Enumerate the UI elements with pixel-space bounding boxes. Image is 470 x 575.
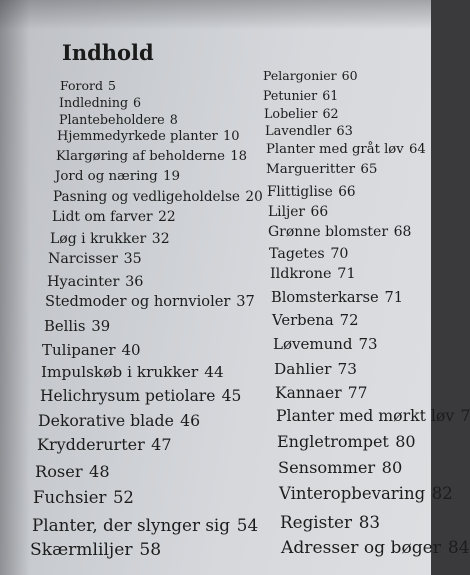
toc-entry-page-number: 54	[236, 515, 259, 535]
toc-entry-page-number: 44	[204, 363, 224, 381]
toc-entry-page-number: 19	[163, 169, 181, 184]
toc-entry-title: Planter, der slynger sig	[32, 515, 231, 535]
toc-entry-title: Løvemund	[273, 335, 353, 353]
toc-entry-title: Plantebeholdere	[59, 112, 165, 127]
toc-entry-title: Grønne blomster	[268, 224, 389, 240]
toc-entry-left	[38, 411, 200, 430]
toc-entry-page-number: 58	[139, 540, 162, 560]
toc-entry-left	[50, 231, 170, 247]
toc-entry-right	[263, 68, 358, 83]
toc-entry-title: Jord og næring	[55, 169, 158, 184]
toc-entry-title: Verbena	[272, 312, 334, 329]
toc-entry-page-number: 84	[447, 538, 470, 558]
toc-entry-title: Bellis	[44, 318, 86, 335]
toc-entry-right	[280, 512, 380, 532]
toc-entry-right	[276, 406, 470, 425]
toc-entry-left	[55, 169, 180, 184]
toc-entry-title: Flittiglise	[267, 184, 333, 200]
toc-entry-title: Løg i krukker	[50, 231, 147, 247]
toc-entry-title: Hyacinter	[47, 274, 120, 290]
toc-entry-right	[275, 384, 368, 402]
toc-entry-page-number: 22	[158, 209, 176, 225]
toc-entry-title: Helichrysum petiolare	[40, 387, 216, 405]
toc-entry-title: Blomsterkarse	[271, 289, 379, 306]
toc-entry-title: Register	[280, 512, 352, 532]
toc-entry-right	[266, 142, 426, 157]
toc-entry-page-number: 82	[431, 484, 453, 503]
page-shadow-left	[0, 0, 30, 575]
toc-entry-title: Tagetes	[269, 246, 325, 262]
toc-entry-right	[264, 106, 339, 121]
toc-entry-title: Hjemmedyrkede planter	[57, 129, 218, 144]
toc-entry-left	[59, 95, 141, 110]
toc-entry-left	[42, 341, 141, 359]
toc-entry-left	[48, 251, 142, 267]
toc-entry-left	[47, 274, 143, 290]
toc-entry-page-number: 71	[384, 289, 404, 306]
toc-entry-title: Forord	[60, 78, 103, 93]
toc-entry-right	[271, 289, 403, 306]
toc-entry-page-number: 65	[360, 162, 378, 177]
toc-entry-page-number: 46	[180, 411, 201, 430]
toc-entry-right	[268, 224, 411, 240]
toc-entry-title: Liljer	[268, 204, 306, 220]
toc-entry-page-number: 61	[322, 88, 339, 103]
toc-entry-right	[270, 266, 356, 282]
toc-entry-left	[59, 112, 178, 127]
toc-entry-page-number: 48	[89, 462, 110, 481]
toc-entry-title: Dahlier	[274, 360, 332, 378]
toc-entry-page-number: 68	[393, 224, 412, 240]
toc-entry-right	[274, 360, 357, 378]
toc-entry-right	[277, 432, 416, 451]
page-shadow-top	[0, 0, 431, 30]
toc-entry-right	[272, 312, 359, 329]
toc-entry-page-number: 20	[245, 189, 263, 205]
toc-entry-page-number: 83	[358, 512, 381, 532]
toc-entry-title: Pelargonier	[263, 68, 337, 83]
toc-entry-left	[40, 387, 241, 405]
toc-entry-page-number: 7	[460, 406, 470, 425]
toc-entry-title: Lavendler	[265, 124, 332, 139]
toc-entry-page-number: 72	[339, 312, 359, 329]
toc-entry-title: Petunier	[263, 88, 318, 103]
page-title: Indhold	[62, 40, 154, 65]
toc-entry-title: Engletrompet	[277, 432, 389, 451]
toc-entry-title: Skærmliljer	[30, 540, 133, 560]
toc-entry-page-number: 77	[347, 384, 368, 402]
toc-entry-page-number: 66	[338, 184, 356, 200]
toc-entry-page-number: 52	[112, 488, 134, 507]
toc-entry-page-number: 64	[408, 142, 426, 157]
toc-entry-page-number: 80	[395, 432, 416, 451]
toc-entry-page-number: 63	[336, 124, 353, 139]
toc-entry-page-number: 10	[222, 129, 240, 144]
toc-entry-page-number: 60	[341, 68, 358, 83]
toc-entry-page-number: 39	[91, 318, 111, 335]
toc-entry-title: Vinteropbevaring	[279, 484, 426, 503]
toc-entry-page-number: 71	[337, 266, 356, 282]
toc-entry-page-number: 73	[358, 335, 378, 353]
toc-entry-title: Impulskøb i krukker	[41, 363, 199, 381]
toc-entry-left	[32, 515, 258, 535]
toc-entry-left	[30, 540, 161, 560]
toc-entry-title: Tulipaner	[42, 341, 116, 359]
toc-entry-page-number: 37	[236, 293, 255, 310]
toc-entry-title: Roser	[35, 462, 83, 481]
toc-entry-title: Margueritter	[266, 162, 355, 177]
toc-entry-page-number: 5	[108, 78, 116, 93]
toc-entry-page-number: 62	[322, 106, 339, 121]
toc-entry-left	[52, 209, 176, 225]
toc-entry-page-number: 70	[330, 246, 349, 262]
toc-entry-title: Krydderurter	[37, 435, 145, 454]
toc-entry-page-number: 73	[337, 360, 357, 378]
toc-entry-page-number: 80	[381, 458, 403, 477]
toc-entry-title: Indledning	[59, 95, 129, 110]
toc-entry-right	[269, 246, 348, 262]
toc-entry-title: Sensommer	[278, 458, 376, 477]
toc-entry-page-number: 66	[310, 204, 329, 220]
toc-entry-title: Adresser og bøger	[281, 538, 441, 558]
toc-entry-right	[267, 184, 356, 200]
toc-entry-page-number: 6	[133, 95, 142, 110]
toc-entry-left	[57, 129, 239, 144]
toc-entry-right	[266, 162, 377, 177]
toc-entry-title: Narcisser	[48, 251, 118, 267]
toc-entry-left	[44, 318, 110, 335]
toc-entry-title: Planter med mørkt løv	[276, 406, 455, 425]
toc-entry-left	[35, 462, 110, 481]
toc-entry-title: Pasning og vedligeholdelse	[53, 189, 240, 205]
toc-entry-page-number: 8	[169, 112, 178, 127]
toc-entry-page-number: 18	[230, 149, 247, 164]
toc-entry-page-number: 47	[151, 435, 172, 454]
toc-entry-left	[60, 78, 116, 93]
toc-entry-title: Dekorative blade	[38, 411, 174, 430]
toc-entry-page-number: 32	[151, 231, 170, 247]
toc-entry-left	[33, 488, 134, 507]
toc-entry-right	[279, 484, 453, 503]
toc-entry-page-number: 36	[125, 274, 144, 290]
toc-entry-left	[56, 149, 247, 164]
toc-entry-right	[265, 124, 353, 139]
toc-entry-page-number: 45	[221, 387, 242, 405]
toc-entry-title: Stedmoder og hornvioler	[45, 293, 231, 310]
toc-entry-left	[41, 363, 224, 381]
toc-entry-left	[53, 189, 263, 205]
toc-entry-left	[37, 435, 172, 454]
toc-entry-title: Klargøring af beholderne	[56, 149, 225, 164]
toc-entry-page-number: 35	[123, 251, 142, 267]
toc-entry-title: Fuchsier	[33, 488, 107, 507]
toc-entry-left	[45, 293, 255, 310]
toc-entry-title: Kannaer	[275, 384, 342, 402]
toc-entry-right	[281, 538, 470, 558]
toc-entry-right	[273, 335, 378, 353]
toc-entry-right	[268, 204, 328, 220]
toc-entry-right	[263, 88, 338, 103]
toc-entry-title: Ildkrone	[270, 266, 332, 282]
toc-entry-right	[278, 458, 402, 477]
toc-entry-title: Lidt om farver	[52, 209, 153, 225]
toc-entry-title: Lobelier	[264, 106, 318, 121]
toc-entry-page-number: 40	[121, 341, 141, 359]
toc-entry-title: Planter med gråt løv	[266, 142, 404, 157]
